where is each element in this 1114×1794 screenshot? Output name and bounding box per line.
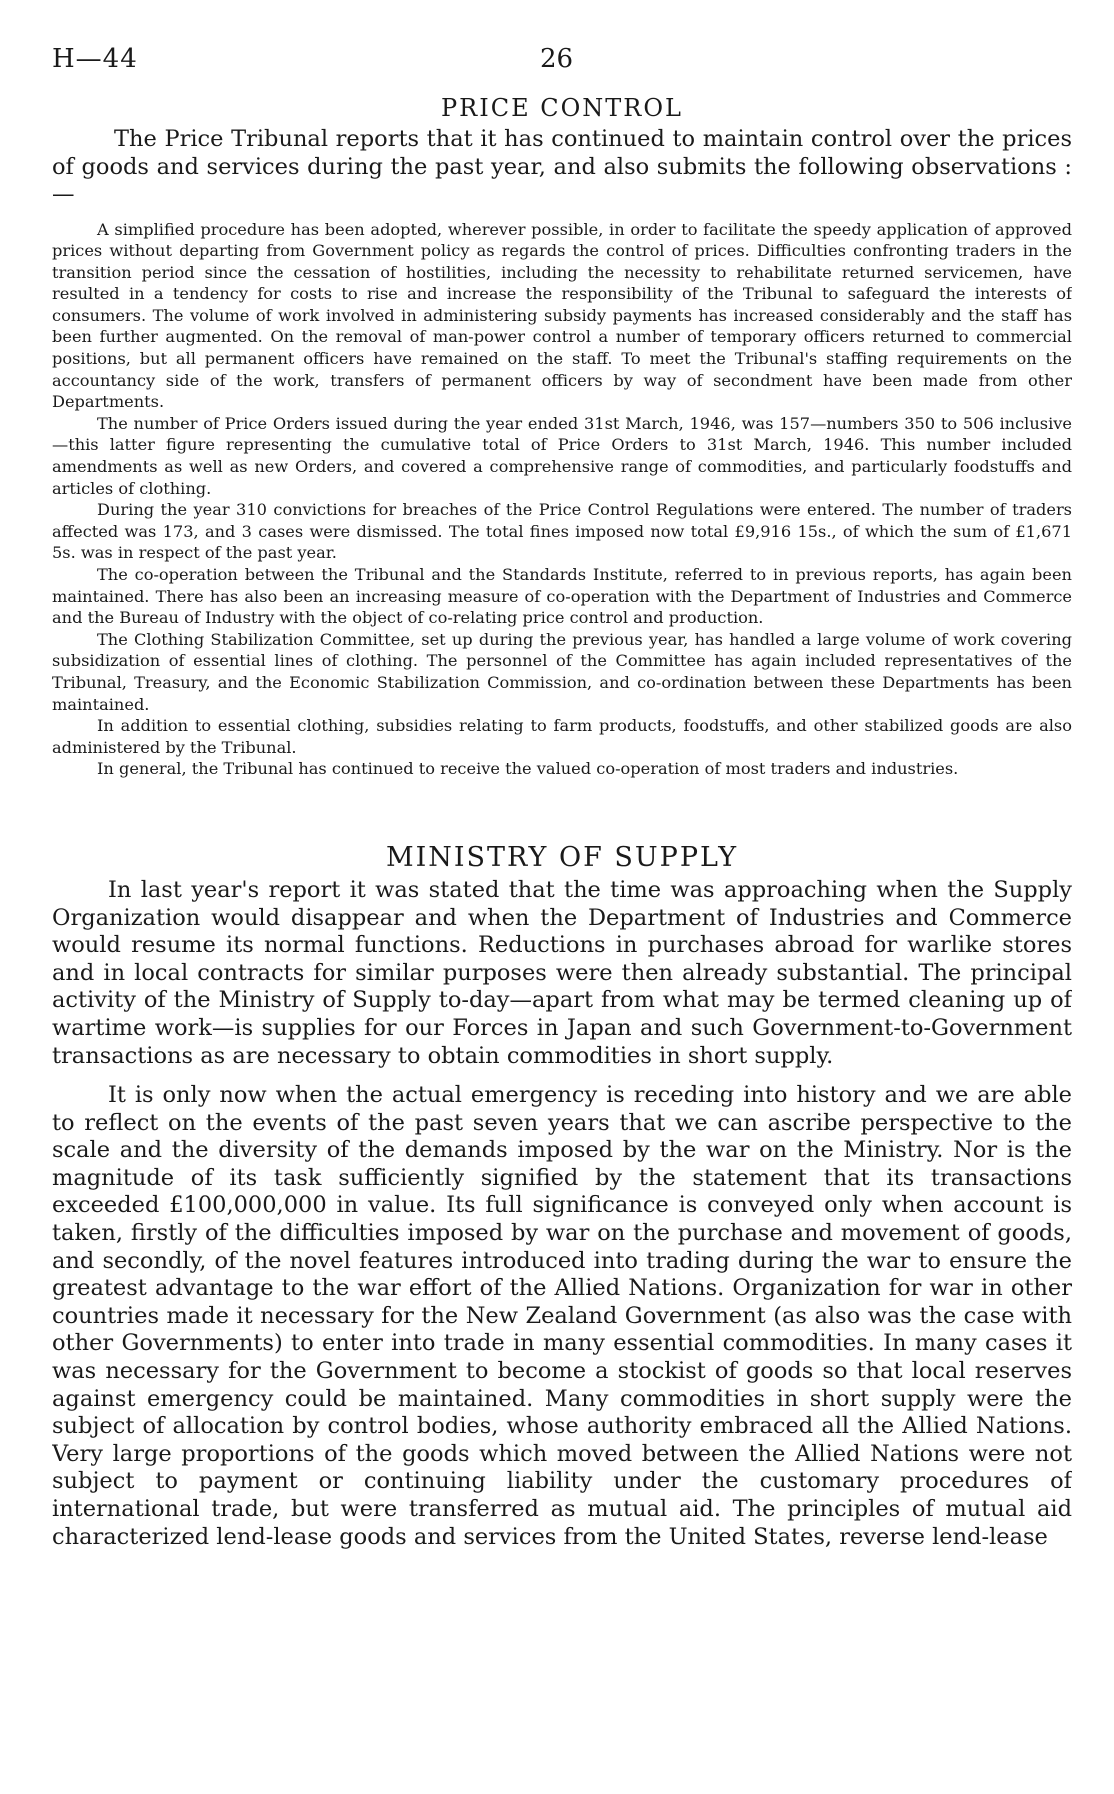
price-control-heading: PRICE CONTROL: [441, 94, 683, 122]
section-spacer: [52, 780, 1072, 842]
price-control-paragraph: In addition to essential clothing, subsidies relating to farm products, foodstuffs, and other stabilized goods are also administered by the Tribunal.: [52, 716, 1072, 757]
price-control-paragraph: The number of Price Orders issued during the year ended 31st March, 1946, was 157—numbers 350 to 506 inclusive—this latter figure representing the cumulative total of Price Orders to 31st March, 1946. This number included amendments as well as new Orders, and covered a comprehensive range of commodities, and particularly foodstuffs and articles of clothing.: [52, 413, 1072, 498]
ministry-of-supply-paragraph: It is only now when the actual emergency is receding into history and we are able to reflect on the events of the past seven years that we can ascribe perspective to the scale and the diversity of the demands imposed by the war on the Ministry. Nor is the magnitude of its task sufficiently signified by the statement that its transactions exceeded £100,000,000 in value. Its full significance is conveyed only when account is taken, firstly of the difficulties imposed by war on the purchase and movement of goods, and secondly, of the novel features introduced into trading during the war to ensure the greatest advantage to the war effort of the Allied Nations. Organization for war in other countries made it necessary for the New Zealand Government (as also was the case with other Governments) to enter into trade in many essential commodities. In many cases it was necessary for the Government to become a stockist of goods so that local reserves against emergency could be maintained. Many commodities in short supply were the subject of allocation by control bodies, whose authority embraced all the Allied Nations. Very large proportions of the goods which moved between the Allied Nations were not subject to payment or continuing liability under the customary procedures of international trade, but were transferred as mutual aid. The principles of mutual aid characterized lend-lease goods and services from the United States, reverse lend-lease: [52, 1082, 1072, 1550]
price-control-paragraph: The Clothing Stabilization Committee, set up during the previous year, has handled a large volume of work covering subsidization of essential lines of clothing. The personnel of the Committee has again included representatives of the Tribunal, Treasury, and the Economic Stabilization Commission, and co-ordination between these Departments has been maintained.: [52, 629, 1072, 714]
price-control-intro: The Price Tribunal reports that it has continued to maintain control over the prices of goods and services during the past year, and also submits the following observations :—: [52, 126, 1072, 207]
document-page: [52, 40, 1072, 1760]
price-control-section: [52, 94, 1072, 780]
price-control-paragraph: A simplified procedure has been adopted, wherever possible, in order to facilitate the speedy application of approved prices without departing from Government policy as regards the control of prices. Difficulties confronting traders in the transition period since the cessation of hostilities, including the necessity to rehabilitate returned servicemen, have resulted in a tendency for costs to rise and increase the responsibility of the Tribunal to safeguard the interests of consumers. The volume of work involved in administering subsidy payments has increased considerably and the staff has been further augmented. On the removal of man-power control a number of temporary officers returned to commercial positions, but all permanent officers have remained on the staff. To meet the Tribunal's staffing requirements on the accountancy side of the work, transfers of permanent officers by way of secondment have been made from other Departments.: [52, 219, 1072, 412]
document-reference: H—44: [52, 44, 138, 74]
ministry-of-supply-section: [52, 842, 1072, 1551]
ministry-of-supply-paragraph: In last year's report it was stated that the time was approaching when the Supply Organization would disappear and when the Department of Industries and Commerce would resume its normal functions. Reductions in purchases abroad for warlike stores and in local contracts for similar purposes were then already substantial. The principal activity of the Ministry of Supply to-day—apart from what may be termed cleaning up of wartime work—is supplies for our Forces in Japan and such Government-to-Government transactions as are necessary to obtain commodities in short supply.: [52, 876, 1072, 1069]
price-control-paragraph: During the year 310 convictions for breaches of the Price Control Regulations were entered. The number of traders affected was 173, and 3 cases were dismissed. The total fines imposed now total £9,916 15s., of which the sum of £1,671 5s. was in respect of the past year.: [52, 500, 1072, 563]
ministry-of-supply-heading: MINISTRY OF SUPPLY: [385, 841, 739, 873]
running-header: [52, 40, 1072, 84]
page-number: 26: [540, 44, 574, 74]
price-control-paragraph: In general, the Tribunal has continued to receive the valued co-operation of most traders and industries.: [97, 759, 959, 779]
price-control-paragraph: The co-operation between the Tribunal and the Standards Institute, referred to in previous reports, has again been maintained. There has also been an increasing measure of co-operation with the Department of Industries and Commerce and the Bureau of Industry with the object of co-relating price control and production.: [52, 565, 1072, 628]
